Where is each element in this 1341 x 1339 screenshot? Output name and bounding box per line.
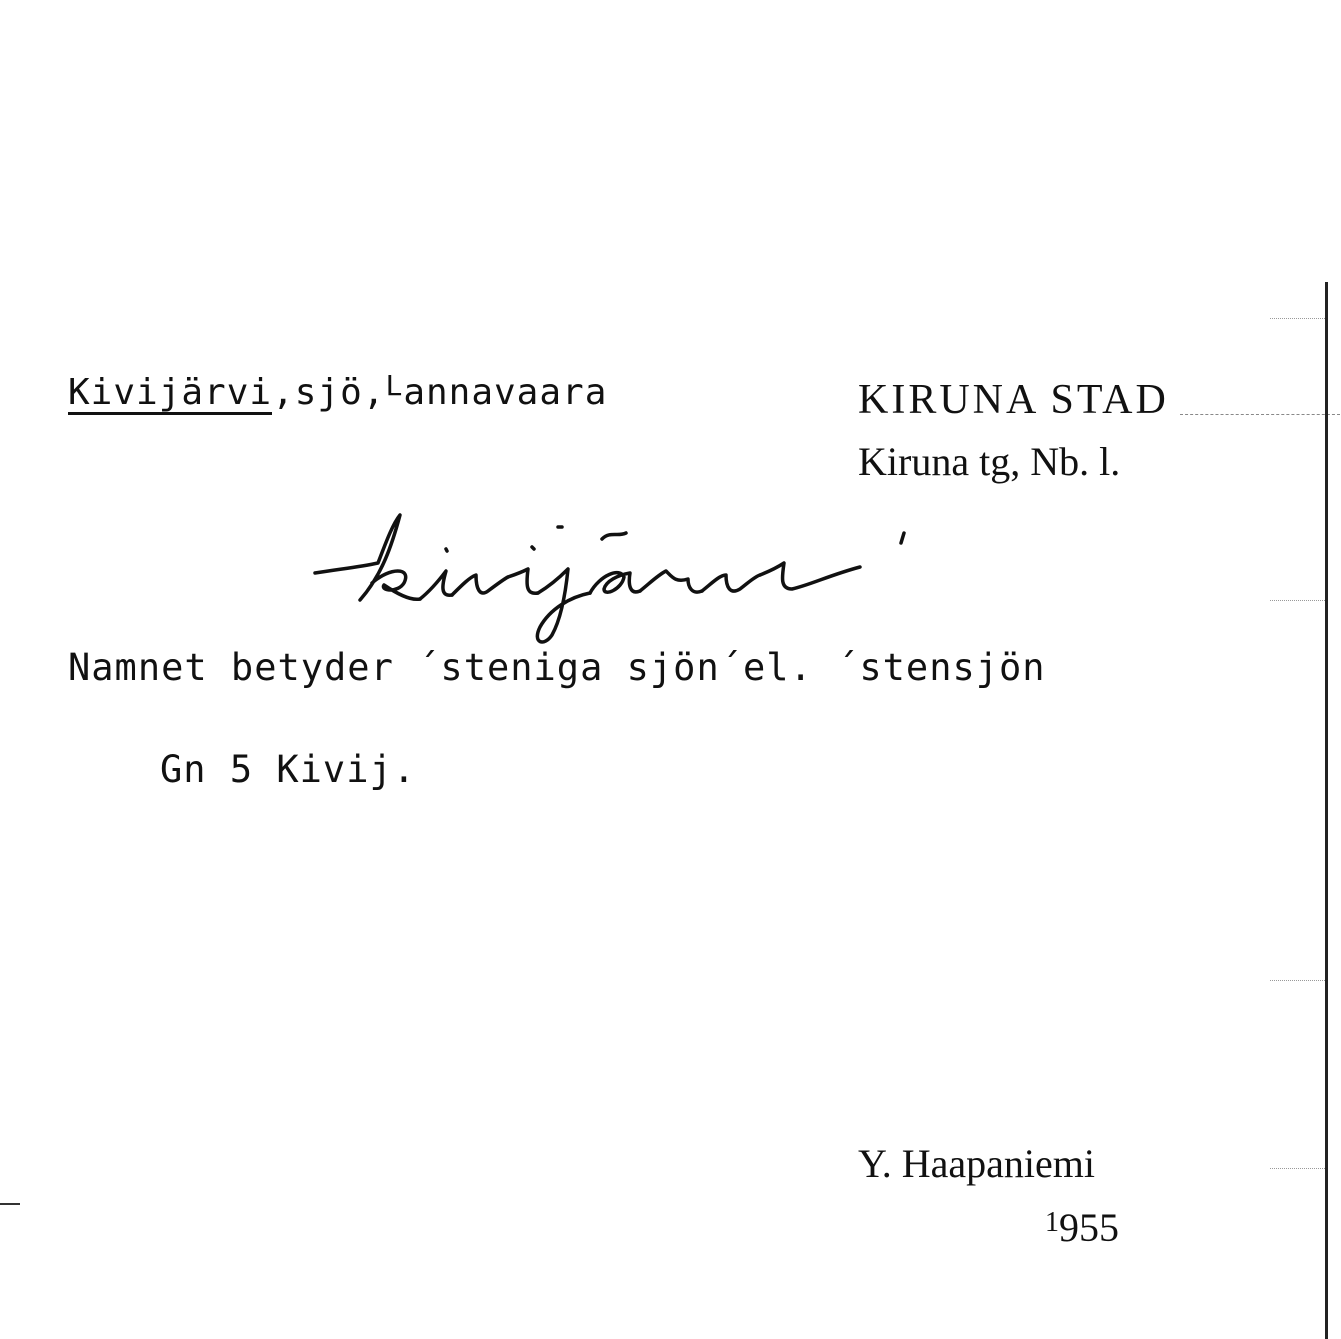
card-edge: [1325, 282, 1328, 1339]
edge-tick: [1270, 980, 1325, 981]
parish-stamp: Kiruna tg, Nb. l.: [858, 439, 1121, 484]
place-initial: L: [385, 369, 404, 402]
edge-tick: [1270, 600, 1325, 601]
edge-tick: [1270, 318, 1325, 319]
district-rule: [1180, 414, 1340, 415]
year: [1045, 1204, 1119, 1251]
year-first-digit: 1: [1045, 1207, 1059, 1238]
year-rest: 955: [1059, 1205, 1119, 1250]
author-name: Y. Haapaniemi: [858, 1141, 1095, 1186]
place-name: annavaara: [403, 372, 608, 413]
left-mark: [0, 1203, 20, 1205]
source-reference: Gn 5 Kivij.: [160, 748, 417, 791]
headword: Kivijärvi: [68, 372, 273, 413]
headword-category: ,sjö,: [272, 372, 386, 413]
district-stamp: KIRUNA STAD: [858, 377, 1169, 423]
edge-tick: [1270, 1168, 1325, 1169]
handwritten-form: [300, 505, 920, 650]
meaning-line: Namnet betyder ´steniga sjön´el. ´stensjön: [68, 646, 1046, 689]
headword-line: [68, 369, 608, 415]
